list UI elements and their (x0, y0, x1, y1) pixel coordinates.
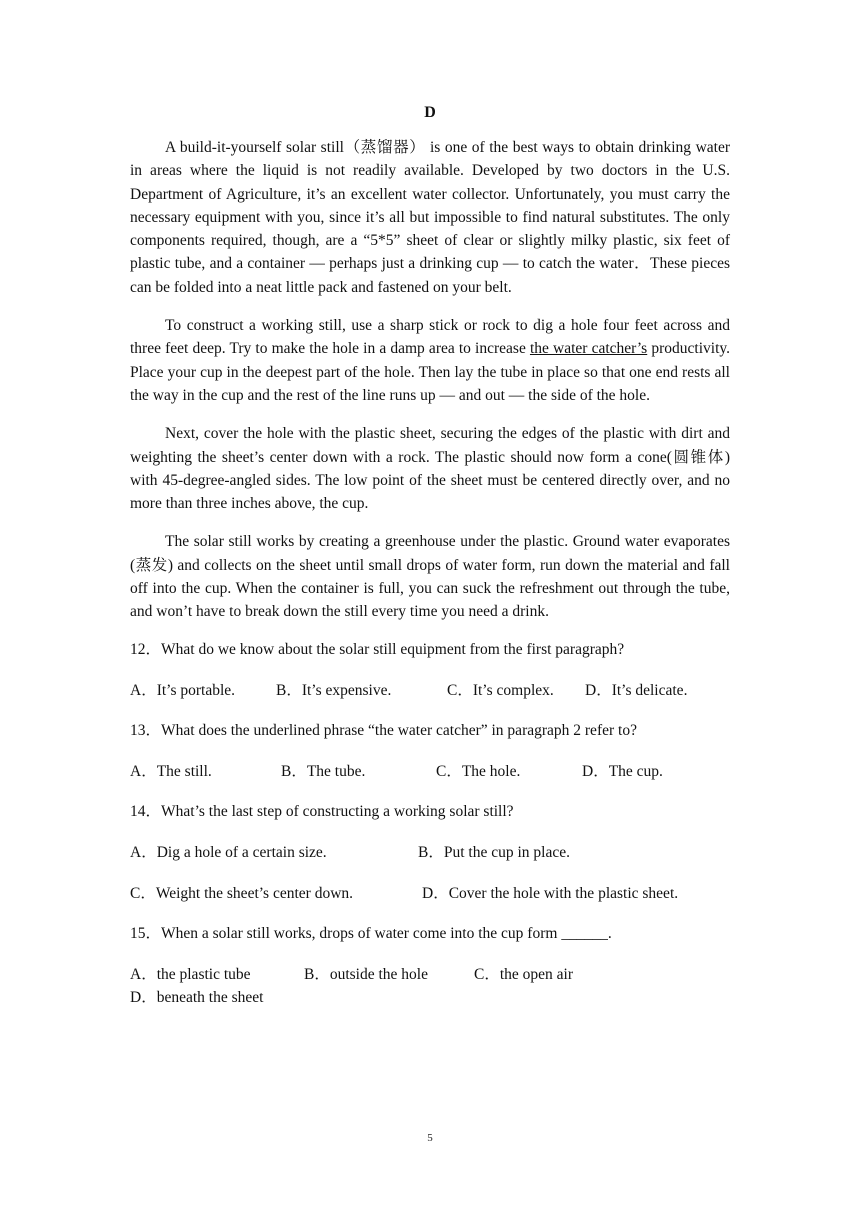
option-c: C．the open air (474, 965, 574, 983)
option-a: A．It’s portable. (130, 681, 236, 699)
question-14-options-row-2 (130, 882, 730, 905)
underlined-phrase: the water catcher’s (529, 340, 648, 358)
passage-paragraph-3: Next, cover the hole with the plastic sheet, securing the edges of the plastic with dirt and weighting the sheet’s center down with a rock. The plastic should now form a cone(圆锥体) with 45-degree-angled sides. The low point of the sheet must be centered directly over, and no more than three inches above, the cup. (130, 425, 730, 513)
option-d: D．beneath the sheet (130, 988, 264, 1006)
question-15-options (130, 963, 730, 1009)
document-page (130, 104, 730, 1027)
question-12: 12．What do we know about the solar still equipment from the first paragraph? (130, 640, 625, 658)
question-13-options (130, 760, 730, 783)
option-c: C．The hole. (436, 762, 521, 780)
question-14: 14．What’s the last step of constructing a working solar still? (130, 802, 514, 820)
option-b: B．Put the cup in place. (418, 843, 570, 861)
paragraph-2-text-a: To construct a working still, use a sharp stick or rock to dig a hole four feet across and three feet deep. Try to make the hole in a damp area to increase (130, 317, 730, 358)
passage-paragraph-1: A build-it-yourself solar still（蒸馏器） is one of the best ways to obtain drinking water in areas where the liquid is not readily available. Developed by two doctors in the U.S. Department of Agriculture, it’s an excellent water collector. Unfortunately, you must carry the necessary equipment with you, since it’s all but impossible to find natural substitutes. The only components required, though, are a “5*5” sheet of clear or slightly milky plastic, six feet of plastic tube, and a container — perhaps just a drinking cup — to catch the water．These pieces can be folded into a neat little pack and fastened on your belt. (130, 139, 730, 296)
passage-paragraph-2 (130, 314, 730, 407)
question-12-options (130, 679, 730, 702)
option-b: B．outside the hole (304, 965, 428, 983)
question-15: 15．When a solar still works, drops of water come into the cup form ______. (130, 924, 612, 942)
question-14-options-row-1 (130, 841, 730, 864)
question-13: 13．What does the underlined phrase “the water catcher” in paragraph 2 refer to? (130, 721, 637, 739)
option-a: A．the plastic tube (130, 965, 251, 983)
section-title: D (424, 104, 436, 121)
option-a: A．The still. (130, 762, 212, 780)
paragraph-2-text-b: productivity. Place your cup in the deepest part of the hole. Then lay the tube in place so that one end rests all the way in the cup and the rest of the line runs up — and out — the side of the hole. (130, 340, 730, 404)
option-b: B．The tube. (281, 762, 366, 780)
option-b: B．It’s expensive. (276, 681, 392, 699)
option-c: C．It’s complex. (447, 681, 554, 699)
option-d: D．Cover the hole with the plastic sheet. (422, 884, 679, 902)
option-d: D．It’s delicate. (585, 681, 688, 699)
page-number: 5 (427, 1132, 433, 1144)
option-c: C．Weight the sheet’s center down. (130, 884, 354, 902)
passage-paragraph-4: The solar still works by creating a greenhouse under the plastic. Ground water evaporates (蒸发) and collects on the sheet until small drops of water form, run down the material and fall off into the cup. When the container is full, you can suck the refreshment out through the tube, and won’t have to break down the still every time you need a drink. (130, 533, 730, 621)
option-a: A．Dig a hole of a certain size. (130, 843, 327, 861)
option-d: D．The cup. (582, 762, 663, 780)
